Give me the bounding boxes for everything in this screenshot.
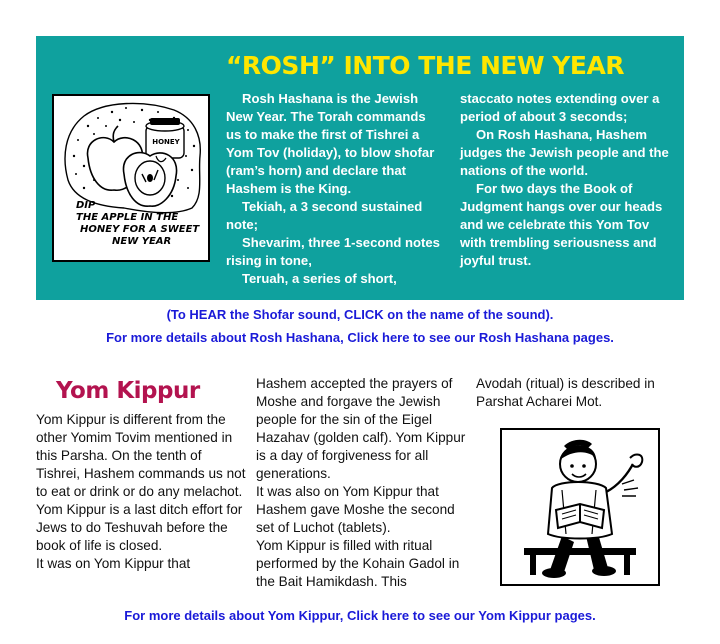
rosh-hashana-pages-link[interactable]: For more details about Rosh Hashana, Click here to see our Rosh Hashana pages. bbox=[106, 330, 614, 345]
rosh-paragraph: On Rosh Hashana, Hashem judges the Jewish people and the nations of the world. bbox=[460, 127, 669, 178]
rosh-paragraph: For two days the Book of Judgment hangs over our heads and we celebrate this Yom Tov with trembling seriousness and joyful trust. bbox=[460, 181, 663, 268]
rosh-paragraph: Rosh Hashana is the Jewish New Year. The Torah commands us to make the first of Tishrei a Yom Tov (holiday), to blow shofar (ram’s horn) and declare that Hashem is the King. bbox=[226, 91, 435, 196]
yom-kippur-paragraph: Yom Kippur is different from the other Yomim Tovim mentioned in this Parsha. On the tenth of Tishrei, Hashem commands us not to eat or drink or do any melachot. bbox=[36, 412, 246, 499]
caption-line-2: HONEY FOR A SWEET bbox=[80, 224, 200, 235]
teruah-sound-link[interactable]: Teruah, a series of short, bbox=[242, 271, 397, 286]
yom-kippur-paragraph: Yom Kippur is filled with ritual performed by the Kohain Gadol in the Bait Hamikdash. This bbox=[256, 538, 460, 589]
yom-kippur-column-2 bbox=[256, 375, 466, 591]
shofar-sound-note[interactable]: (To HEAR the Shofar sound, CLICK on the name of the sound). bbox=[166, 307, 554, 322]
yom-kippur-paragraph: Yom Kippur is a last ditch effort for Jews to do Teshuvah before the book of life is closed. bbox=[36, 502, 243, 553]
honey-jar-label: HONEY bbox=[152, 138, 180, 146]
caption-line-1: THE APPLE IN THE bbox=[76, 212, 179, 223]
apple-caption bbox=[54, 200, 208, 248]
yom-kippur-paragraph: It was on Yom Kippur that bbox=[36, 556, 191, 571]
rosh-paragraph: staccato notes extending over a period of about 3 seconds; bbox=[460, 91, 660, 124]
boy-praying-drawing bbox=[502, 430, 658, 584]
yom-kippur-column-1 bbox=[36, 411, 248, 573]
shevarim-sound-link[interactable]: Shevarim, three 1-second notes rising in tone, bbox=[226, 235, 440, 268]
caption-line-3: NEW YEAR bbox=[112, 236, 172, 247]
apple-honey-illustration bbox=[52, 94, 210, 262]
yom-kippur-paragraph: Hashem accepted the prayers of Moshe and forgave the Jewish people for the sin of the Eigel Hazahav (golden calf). Yom Kippur is a day of forgiveness for all generations. bbox=[256, 376, 466, 481]
yom-kippur-title: Yom Kippur bbox=[56, 378, 200, 404]
rosh-hashana-column-2 bbox=[460, 90, 676, 270]
yom-kippur-column-3 bbox=[476, 375, 688, 411]
yom-kippur-paragraph: Avodah (ritual) is described in Parshat Acharei Mot. bbox=[476, 376, 655, 409]
tekiah-sound-link[interactable]: Tekiah, a 3 second sustained note; bbox=[226, 199, 423, 232]
yom-kippur-pages-link[interactable]: For more details about Yom Kippur, Click here to see our Yom Kippur pages. bbox=[124, 608, 596, 623]
rosh-hashana-column-1 bbox=[226, 90, 440, 288]
boy-praying-illustration bbox=[500, 428, 660, 586]
rosh-hashana-title: “ROSH” INTO THE NEW YEAR bbox=[226, 51, 625, 80]
yom-kippur-paragraph: It was also on Yom Kippur that Hashem gave Moshe the second set of Luchot (tablets). bbox=[256, 484, 455, 535]
caption-dip: DIP bbox=[76, 200, 96, 211]
